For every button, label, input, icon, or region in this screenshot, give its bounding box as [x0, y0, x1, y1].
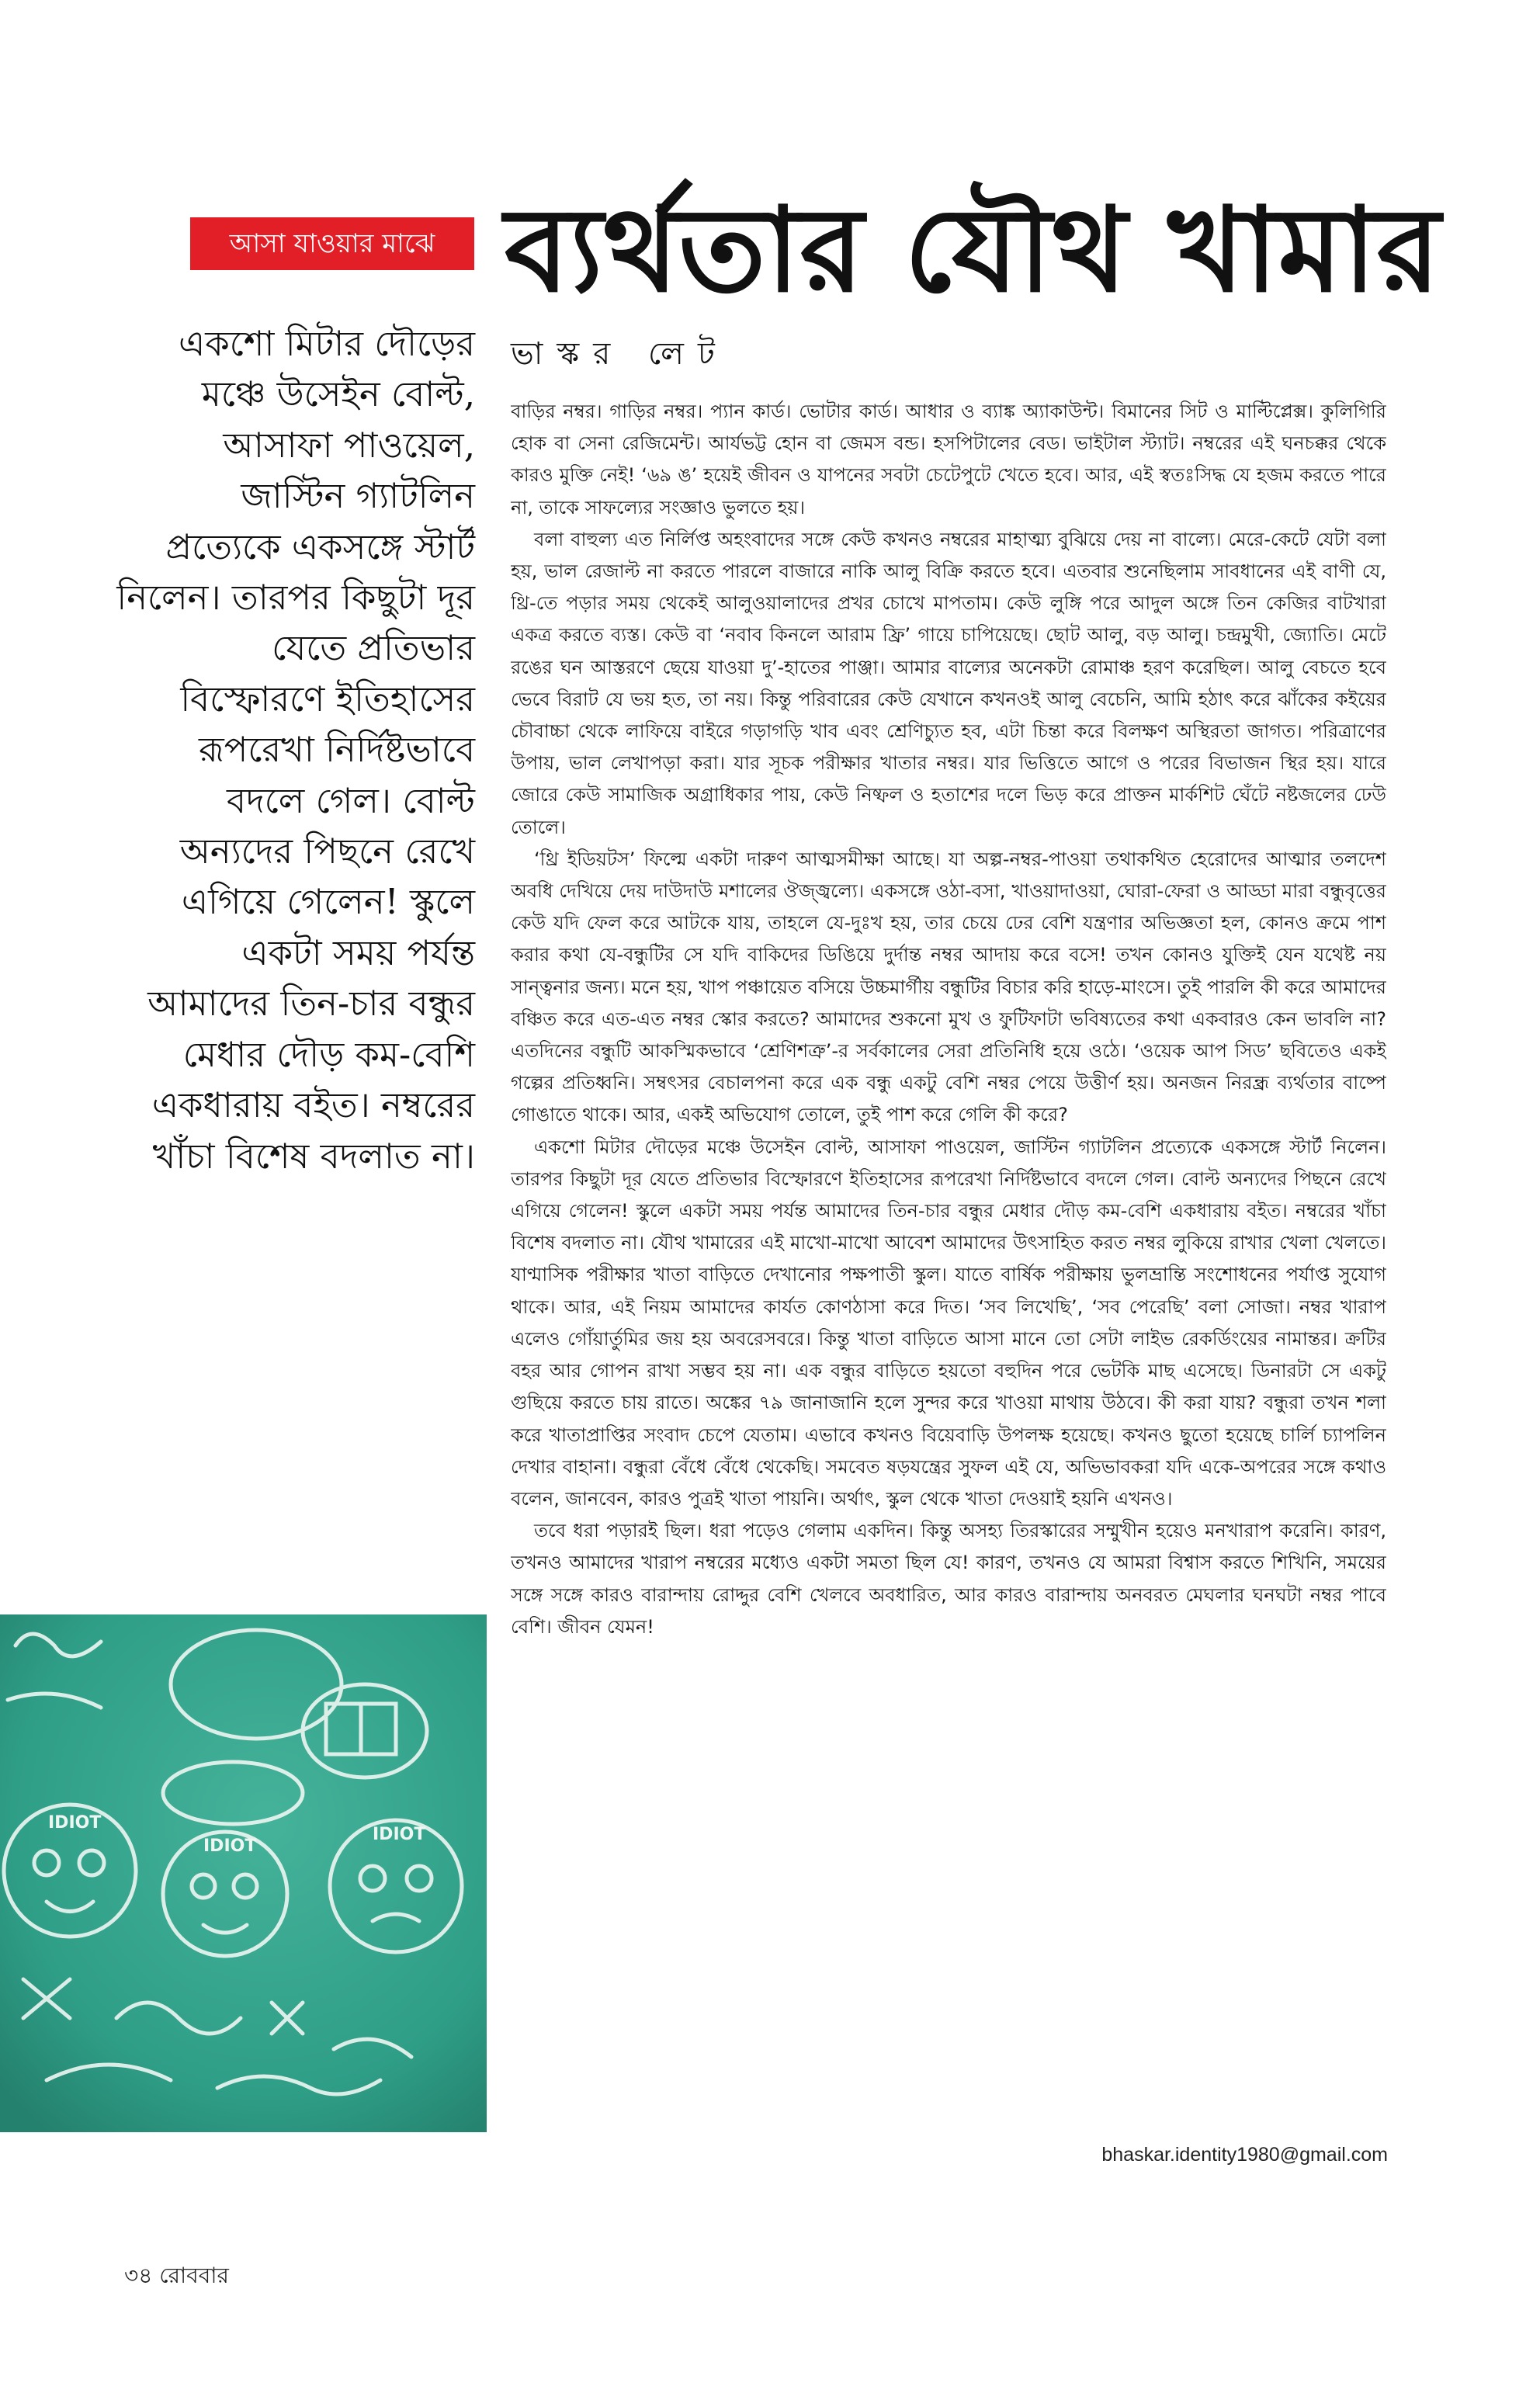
- author-email: bhaskar.identity1980@gmail.com: [1101, 2144, 1388, 2166]
- byline: ভাস্কর লেট: [511, 336, 729, 372]
- article-paragraph: বাড়ির নম্বর। গাড়ির নম্বর। প্যান কার্ড। ভোটার কার্ড। আধার ও ব্যাঙ্ক অ্যাকাউন্ট। বিমানের সিট ও মাল্টিপ্লেক্স। কুলিগিরি হোক বা সেনা রেজিমেন্ট। আর্যভট্ট হোন বা জেমস বন্ড। হসপিটালের বেড। ভাইটাল স্ট্যাট। নম্বরের এই ঘনচক্কর থেকে কারও মুক্তি নেই! ‘৬৯ ঙ’ হয়েই জীবন ও যাপনের সবটা চেটেপুটে খেতে হবে। আর, এই স্বতঃসিদ্ধ যে হজম করতে পারে না, তাকে সাফল্যের সংজ্ঞাও ভুলতে হয়।: [511, 401, 1386, 518]
- chalkboard-photo: [0, 1614, 487, 2132]
- article-paragraph: তবে ধরা পড়ারই ছিল। ধরা পড়েও গেলাম একদিন। কিন্তু অসহ্য তিরস্কারের সম্মুখীন হয়েও মনখারাপ করেনি। কারণ, তখনও আমাদের খারাপ নম্বরের মধ্যেও একটা সমতা ছিল যে! কারণ, তখনও যে আমরা বিশ্বাস করতে শিখিনি, সময়ের সঙ্গে সঙ্গে কারও বারান্দায় রোদ্দুর বেশি খেলবে অবধারিত, আর কারও বারান্দায় অনবরত মেঘলার ঘনঘটা নম্বর পাবে বেশি। জীবন যেমন!: [511, 1520, 1386, 1638]
- chalk-label: IDIOT: [203, 1836, 257, 1856]
- chalkboard-illustration: [0, 1614, 487, 2132]
- article-paragraph: একশো মিটার দৌড়ের মঞ্চে উসেইন বোল্ট, আসাফা পাওয়েল, জাস্টিন গ্যাটলিন প্রত্যেকে একসঙ্গে স্টার্ট নিলেন। তারপর কিছুটা দূর যেতে প্রতিভার বিস্ফোরণে ইতিহাসের রূপরেখা নির্দিষ্টভাবে বদলে গেল। বোল্ট অন্যদের পিছনে রেখে এগিয়ে গেলেন! স্কুলে একটা সময় পর্যন্ত আমাদের তিন-চার বন্ধুর মেধার দৌড় কম-বেশি একধারায় বইত। নম্বরের খাঁচা বিশেষ বদলাত না। যৌথ খামারের এই মাখো-মাখো আবেশ আমাদের উৎসাহিত করত নম্বর লুকিয়ে রাখার খেলা খেলতে। যাণ্মাসিক পরীক্ষার খাতা বাড়িতে দেখানোর পক্ষপাতী স্কুল। যাতে বার্ষিক পরীক্ষায় ভুলভ্রান্তি সংশোধনের পর্যাপ্ত সুযোগ থাকে। আর, এই নিয়ম আমাদের কার্যত কোণঠাসা করে দিত। ‘সব লিখেছি’, ‘সব পেরেছি’ বলা সোজা। নম্বর খারাপ এলেও গোঁয়ার্তুমির জয় হয় অবরেসবরে। কিন্তু খাতা বাড়িতে আসা মানে তো সেটা লাইভ রেকর্ডিংয়ের নামান্তর। ক্রটির বহর আর গোপন রাখা সম্ভব হয় না। এক বন্ধুর বাড়িতে হয়তো বহুদিন পরে ভেটকি মাছ এসেছে। ডিনারটা সে একটু গুছিয়ে করতে চায় রাতে। অঙ্কের ৭৯ জানাজানি হলে সুন্দর করে খাওয়া মাথায় উঠবে। কী করা যায়? বন্ধুরা তখন শলা করে খাতাপ্রাপ্তির সংবাদ চেপে যেতাম। এভাবে কখনও বিয়েবাড়ি উপলক্ষ হয়েছে। কখনও ছুতো হয়েছে চার্লি চ্যাপলিন দেখার বাহানা। বন্ধুরা বেঁধে বেঁধে থেকেছি। সমবেত ষড়যন্ত্রের সুফল এই যে, অভিভাবকরা যদি একে-অপরের সঙ্গে কথাও বলেন, জানবেন, কারও পুত্রই খাতা পায়নি। অর্থাৎ, স্কুল থেকে খাতা দেওয়াই হয়নি এখনও।: [511, 1136, 1386, 1510]
- pull-quote: একশো মিটার দৌড়ের মঞ্চে উসেইন বোল্ট, আসাফা পাওয়েল, জাস্টিন গ্যাটলিন প্রত্যেকে একসঙ্গে স্টার্ট নিলেন। তারপর কিছুটা দূর যেতে প্রতিভার বিস্ফোরণে ইতিহাসের রূপরেখা নির্দিষ্টভাবে বদলে গেল। বোল্ট অন্যদের পিছনে রেখে এগিয়ে গেলেন! স্কুলে একটা সময় পর্যন্ত আমাদের তিন-চার বন্ধুর মেধার দৌড় কম-বেশি একধারায় বইত। নম্বরের খাঁচা বিশেষ বদলাত না।: [116, 323, 475, 1177]
- article-body: [511, 396, 1386, 2135]
- chalk-label: IDIOT: [48, 1813, 102, 1833]
- page-folio: ৩৪ রোববার: [124, 2263, 229, 2288]
- article-paragraph: ‘থ্রি ইডিয়টস’ ফিল্মে একটা দারুণ আত্মসমীক্ষা আছে। যা অল্প-নম্বর-পাওয়া তথাকথিত হেরোদের আত্মার তলদেশ অবধি দেখিয়ে দেয় দাউদাউ মশালের ঔজ্জ্বল্যে। একসঙ্গে ওঠা-বসা, খাওয়াদাওয়া, ঘোরা-ফেরা ও আড্ডা মারা বন্ধুবৃত্তের কেউ যদি ফেল করে আটকে যায়, তাহলে যে-দুঃখ হয়, তার চেয়ে ঢের বেশি যন্ত্রণার অভিজ্ঞতা হল, কোনও ক্রমে পাশ করার কথা যে-বন্ধুটির সে যদি বাকিদের ডিঙিয়ে দুর্দান্ত নম্বর আদায় করে বসে! তখন কোনও যুক্তিই যেন যথেষ্ট নয় সান্ত্বনার জন্য। মনে হয়, খাপ পঞ্চায়েত বসিয়ে উচ্চমার্গীয় বন্ধুটির বিচার করি হাড়ে-মাংসে। তুই পারলি কী করে আমাদের বঞ্চিত করে এত-এত নম্বর স্কোর করতে? আমাদের শুকনো মুখ ও ফুটিফাটা ভবিষ্যতের কথা একবারও কেন ভাবলি না? এতদিনের বন্ধুটি আকস্মিকভাবে ‘শ্রেণিশত্রু’-র সর্বকালের সেরা প্রতিনিধি হয়ে ওঠে। ‘ওয়েক আপ সিড’ ছবিতেও একই গল্পের প্রতিধ্বনি। সম্বৎসর বেচালপনা করে এক বন্ধু একটু বেশি নম্বর পেয়ে উত্তীর্ণ হয়। অনজন নিরন্ধ্র ব্যর্থতার বাষ্পে গোঙাতে থাকে। আর, একই অভিযোগ তোলে, তুই পাশ করে গেলি কী করে?: [511, 848, 1386, 1126]
- article-paragraph: বলা বাহুল্য এত নির্লিপ্ত অহংবাদের সঙ্গে কেউ কখনও নম্বরের মাহাত্ম্য বুঝিয়ে দেয় না বাল্যে। মেরে-কেটে যেটা বলা হয়, ভাল রেজাল্ট না করতে পারলে বাজারে নাকি আলু বিক্রি করতে হবে। এতবার শুনেছিলাম সাবধানের এই বাণী যে, থ্রি-তে পড়ার সময় থেকেই আলুওয়ালাদের প্রখর চোখে মাপতাম। কেউ লুঙ্গি পরে আদুল অঙ্গে তিন কেজির বাটখারা একত্র করতে ব্যস্ত। কেউ বা ‘নবাব কিনলে আরাম ফ্রি’ গায়ে চাপিয়েছে। ছোট আলু, বড় আলু। চন্দ্রমুখী, জ্যোতি। মেটে রঙের ঘন আস্তরণে ছেয়ে যাওয়া দু’-হাতের পাঞ্জা। আমার বাল্যের অনেকটা রোমাঞ্চ হরণ করেছিল। আলু বেচতে হবে ভেবে বিরাট যে ভয় হত, তা নয়। কিন্তু পরিবারের কেউ যেখানে কখনওই আলু বেচেনি, আমি হঠাৎ করে ঝাঁকের কইয়ের চৌবাচ্চা থেকে লাফিয়ে বাইরে গড়াগড়ি খাব এবং শ্রেণিচ্যুত হব, এটা চিন্তা করে বিলক্ষণ অস্থিরতা জাগত। পরিত্রাণের উপায়, ভাল লেখাপড়া করা। যার সূচক পরীক্ষার খাতার নম্বর। যার ভিত্তিতে আগে ও পরের বিভাজন স্থির হয়। যারে জোরে কেউ সামাজিক অগ্রাধিকার পায়, কেউ নিষ্ফল ও হতাশের দলে ভিড় করে প্রাক্তন মার্কশিট ঘেঁটে নষ্টজলের ঢেউ তোলে।: [511, 528, 1386, 838]
- headline: ব্যর্থতার যৌথ খামার: [505, 182, 1441, 318]
- chalk-label: IDIOT: [373, 1825, 426, 1844]
- section-label: আসা যাওয়ার মাঝে: [190, 217, 474, 270]
